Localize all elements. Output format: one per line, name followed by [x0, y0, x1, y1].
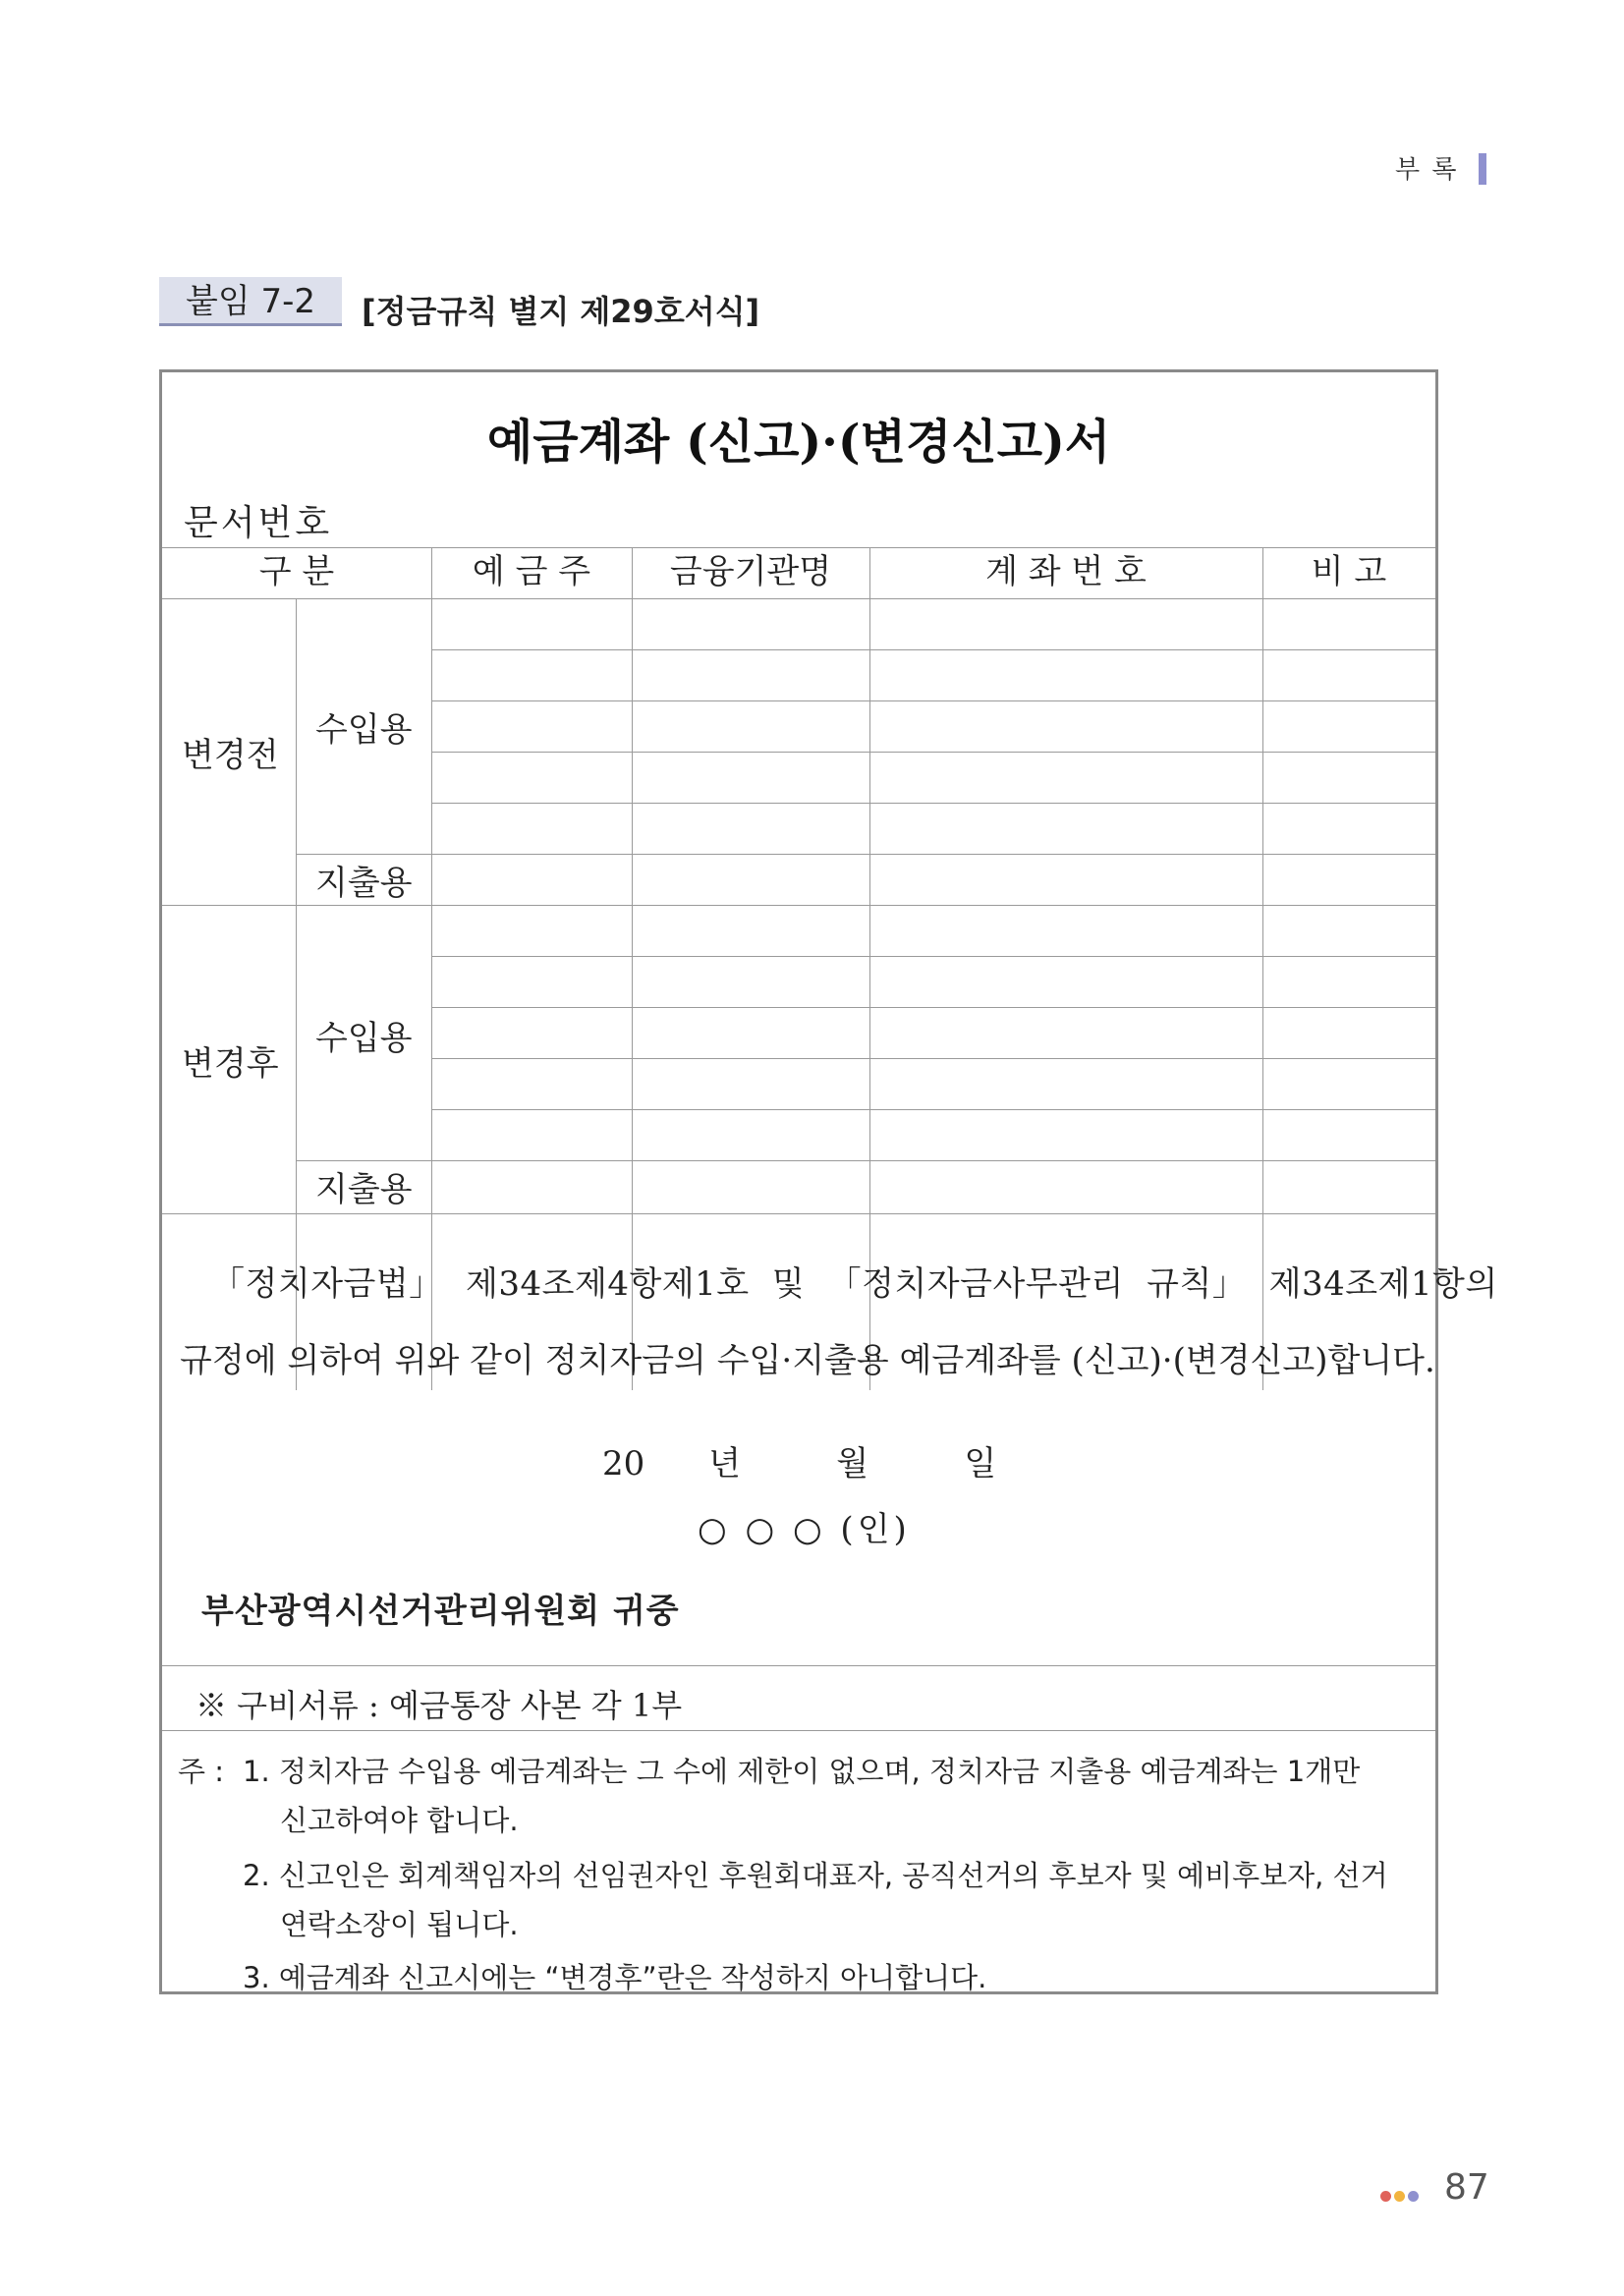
note-3-line-1: 3. 예금계좌 신고시에는 “변경후”란은 작성하지 아니합니다. — [243, 1961, 987, 1994]
col-header-account-number: 계 좌 번 호 — [985, 552, 1147, 591]
row-line — [431, 752, 1435, 753]
dot-icon — [1380, 2191, 1391, 2202]
table-bottom-line — [162, 1213, 1435, 1214]
row-line — [431, 1109, 1435, 1110]
row-line — [431, 803, 1435, 804]
row-line — [431, 649, 1435, 650]
row-line — [431, 956, 1435, 957]
declaration-line-1: 「정치자금법」 제34조제4항제1호 및 「정치자금사무관리 규칙」 제34조제1항의 — [211, 1264, 1498, 1304]
dot-icon — [1394, 2191, 1405, 2202]
row-line — [296, 854, 1435, 855]
header-accent-bar — [1479, 153, 1486, 185]
note-2-line-1: 2. 신고인은 회계책임자의 선임권자인 후원회대표자, 공직선거의 후보자 및 예비후보자, 선거 — [243, 1859, 1388, 1892]
col-header-remarks: 비 고 — [1311, 552, 1387, 591]
col-header-category: 구 분 — [258, 552, 335, 591]
notes-top-line — [162, 1730, 1435, 1731]
doc-number-label: 문서번호 — [184, 503, 333, 543]
date-line: 20 년 월 일 — [602, 1444, 997, 1484]
income-label-after: 수입용 — [315, 1019, 413, 1058]
notes-prefix: 주 : — [178, 1755, 225, 1788]
form-title: 예금계좌 (신고)·(변경신고)서 — [486, 415, 1111, 470]
row-line — [296, 1160, 1435, 1161]
deposit-account-form — [159, 369, 1498, 1994]
group-label-before: 변경전 — [182, 736, 279, 775]
note-1-line-1: 1. 정치자금 수입용 예금계좌는 그 수에 제한이 없으며, 정치자금 지출용 예금계좌는 1개만 — [243, 1755, 1361, 1788]
page-dots-decoration — [1380, 2187, 1422, 2206]
required-docs: ※ 구비서류 : 예금통장 사본 각 1부 — [196, 1687, 683, 1724]
row-line — [431, 1058, 1435, 1059]
attachment-tag: 붙임 7-2 — [159, 277, 342, 326]
header-section-label: 부 록 — [1395, 155, 1459, 185]
group-separator-line — [162, 905, 1435, 906]
dot-icon — [1408, 2191, 1419, 2202]
expense-label-after: 지출용 — [315, 1170, 413, 1209]
row-line — [431, 700, 1435, 701]
col-header-account-holder: 예 금 주 — [472, 552, 591, 591]
group-label-after: 변경후 — [182, 1044, 279, 1084]
attachment-subtitle: [정금규칙 별지 제29호서식] — [362, 293, 760, 330]
signature-line: ○ ○ ○ (인) — [698, 1510, 911, 1549]
table-header-bottom-line — [162, 598, 1435, 599]
income-label-before: 수입용 — [315, 710, 413, 750]
recipient: 부산광역시선거관리위원회 귀중 — [201, 1592, 680, 1631]
row-line — [431, 1007, 1435, 1008]
col-header-bank-name: 금융기관명 — [669, 552, 832, 591]
note-1-line-2: 신고하여야 합니다. — [280, 1804, 519, 1837]
required-docs-top-line — [162, 1665, 1435, 1666]
declaration-line-2: 규정에 의하여 위와 같이 정치자금의 수입·지출용 예금계좌를 (신고)·(변경신고)합니다. — [180, 1341, 1435, 1380]
expense-label-before: 지출용 — [315, 864, 413, 903]
page-number: 87 — [1444, 2167, 1489, 2208]
note-2-line-2: 연락소장이 됩니다. — [280, 1908, 519, 1941]
